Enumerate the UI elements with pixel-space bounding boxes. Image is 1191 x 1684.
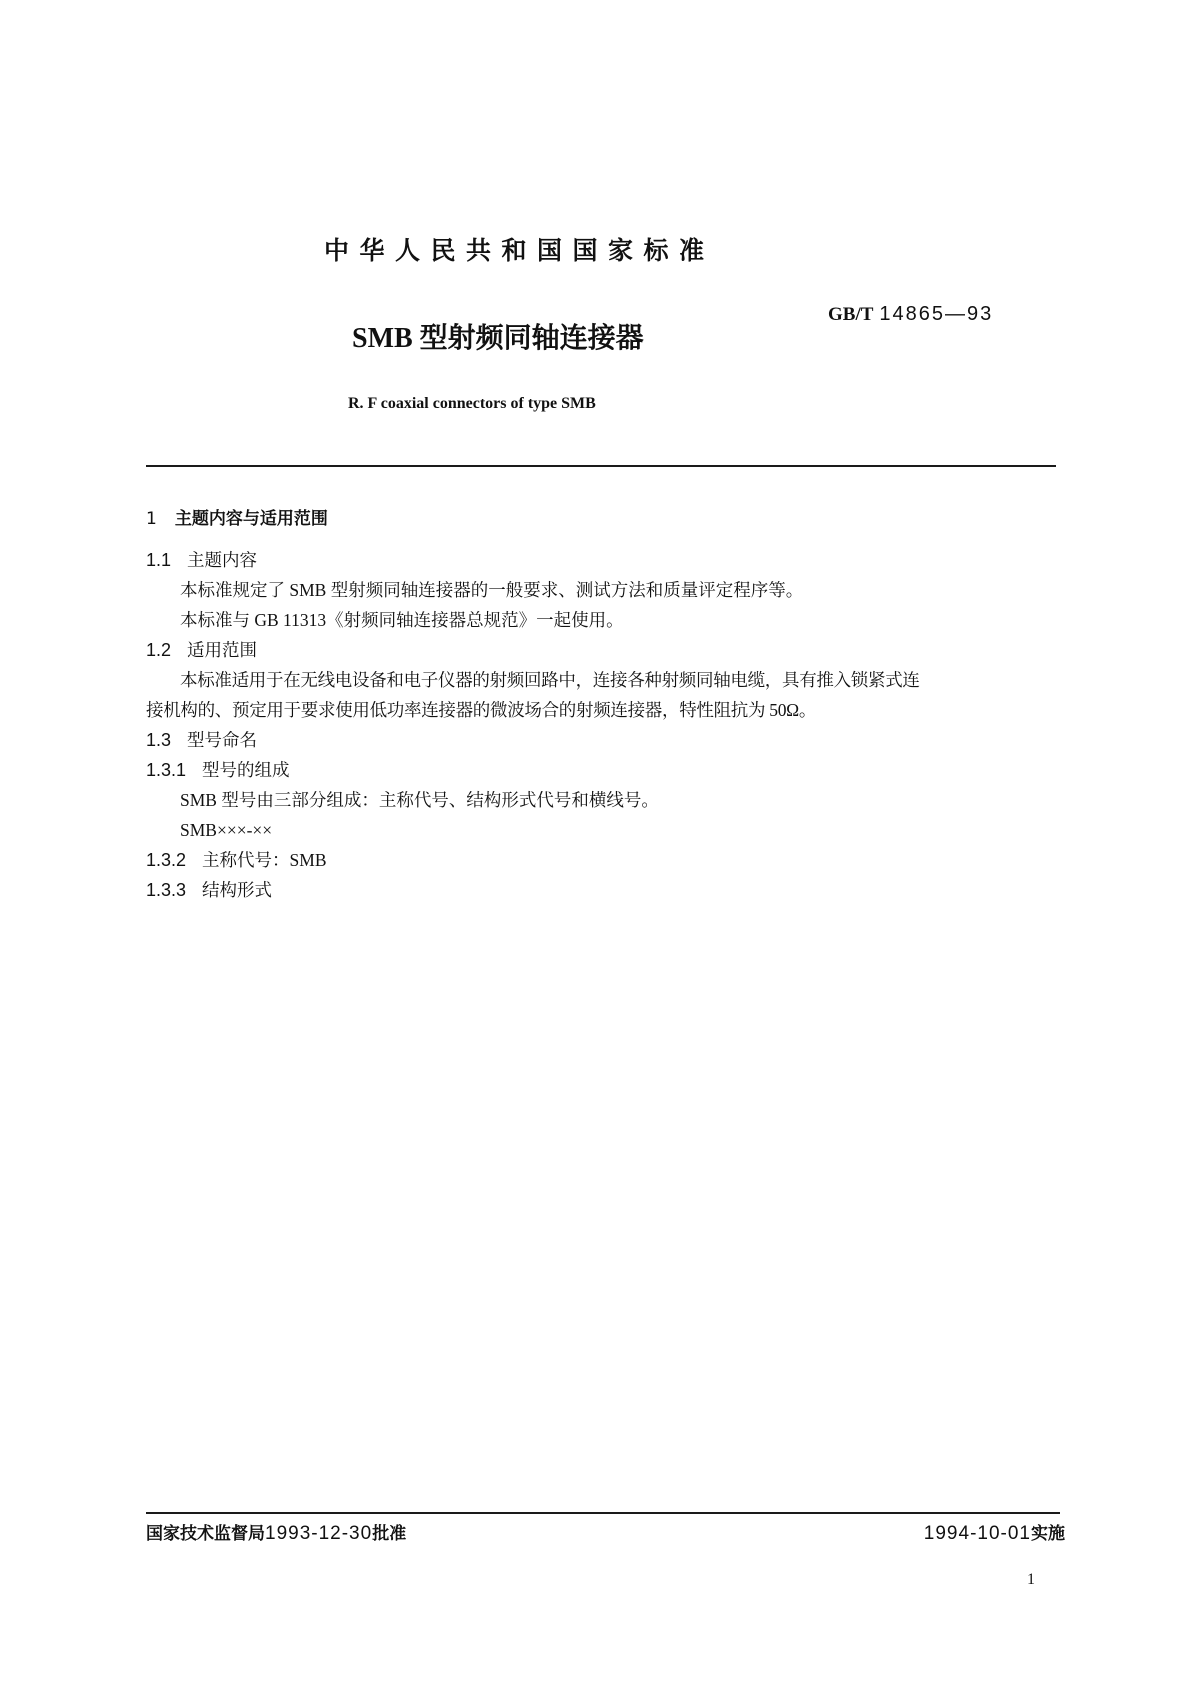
clause-heading	[146, 729, 257, 752]
effective-info	[924, 1523, 1065, 1545]
paragraph-line: 本标准与 GB 11313《射频同轴连接器总规范》一起使用。	[180, 610, 624, 630]
standard-code: 14865—93	[879, 303, 994, 325]
clause-heading	[146, 849, 327, 872]
standard-prefix: GB/T	[828, 304, 874, 325]
section-number: 1	[146, 509, 157, 529]
footer-divider	[146, 1512, 1060, 1514]
standard-number	[828, 301, 993, 327]
clause-number: 1.3.3	[146, 880, 187, 900]
clause-number: 1.3.2	[146, 850, 187, 870]
section-title: 主题内容与适用范围	[174, 509, 328, 529]
approval-date: 1993-12-30	[265, 1523, 373, 1544]
approval-label: 批准	[372, 1524, 407, 1544]
header-divider	[146, 465, 1056, 467]
paragraph-line: 本标准适用于在无线电设备和电子仪器的射频回路中，连接各种射频同轴电缆，具有推入锁紧式连	[180, 670, 920, 690]
clause-number: 1.1	[146, 550, 172, 570]
section-heading	[146, 508, 328, 530]
clause-title: 适用范围	[187, 640, 258, 660]
clause-heading	[146, 759, 290, 782]
paragraph-line: 接机构的、预定用于要求使用低功率连接器的微波场合的射频连接器，特性阻抗为 50Ω。	[146, 700, 817, 720]
approval-org: 国家技术监督局	[146, 1524, 265, 1544]
paragraph-line: 本标准规定了 SMB 型射频同轴连接器的一般要求、测试方法和质量评定程序等。	[180, 580, 804, 600]
clause-title: 型号命名	[187, 730, 258, 750]
clause-heading	[146, 549, 257, 572]
approval-info	[146, 1523, 406, 1545]
clause-heading	[146, 879, 272, 902]
national-standard-header: 中华人民共和国国家标准	[324, 236, 715, 265]
clause-number: 1.3	[146, 730, 172, 750]
clause-title: 型号的组成	[202, 760, 290, 780]
model-format-pattern: SMB×××-××	[180, 820, 273, 840]
clause-heading	[146, 639, 257, 662]
document-title: SMB 型射频同轴连接器	[352, 323, 644, 354]
clause-title: 主称代号：SMB	[202, 850, 327, 870]
clause-title: 主题内容	[187, 550, 258, 570]
effective-label: 实施	[1031, 1524, 1065, 1544]
clause-number: 1.2	[146, 640, 172, 660]
paragraph-line: SMB 型号由三部分组成：主称代号、结构形式代号和横线号。	[180, 790, 659, 810]
clause-number: 1.3.1	[146, 760, 187, 780]
clause-title: 结构形式	[202, 880, 273, 900]
page-number: 1	[1027, 1571, 1035, 1588]
document-subtitle-en: R. F coaxial connectors of type SMB	[348, 395, 596, 412]
effective-date: 1994-10-01	[923, 1523, 1031, 1544]
